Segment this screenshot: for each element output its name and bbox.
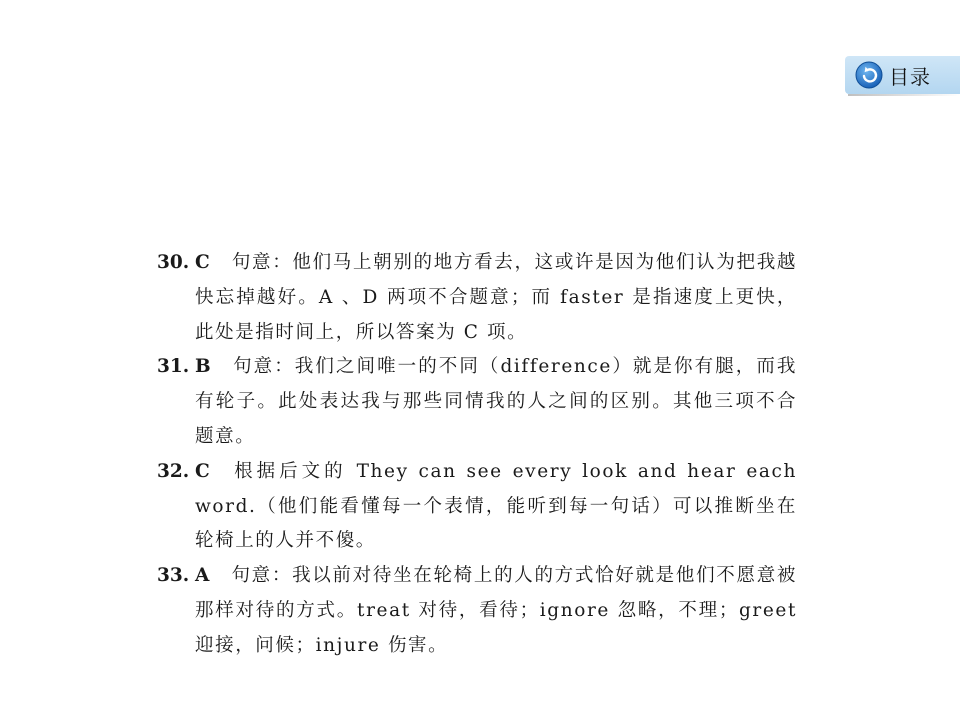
answer-body — [195, 350, 797, 454]
answer-list — [157, 246, 797, 664]
answer-number: 30. — [157, 252, 190, 273]
answer-key: C — [195, 252, 210, 273]
answer-explanation: 句意：我们之间唯一的不同（difference）就是你有腿，而我有轮子。此处表达我与那些同情我的人之间的区别。其他三项不合题意。 — [195, 356, 797, 447]
answer-item-31 — [157, 350, 797, 454]
answer-item-32 — [157, 455, 797, 559]
toc-button[interactable] — [845, 56, 960, 94]
answer-explanation: 句意：他们马上朝别的地方看去，这或许是因为他们认为把我越快忘掉越好。A 、D 两项不合题意；而 faster 是指速度上更快，此处是指时间上，所以答案为 C 项。 — [195, 252, 797, 343]
toc-shadow — [848, 94, 960, 96]
answer-body — [195, 559, 797, 663]
answer-number: 33. — [157, 565, 190, 587]
answer-key: B — [195, 356, 211, 378]
answer-item-33 — [157, 559, 797, 663]
answer-number: 31. — [157, 356, 190, 378]
answer-number: 32. — [157, 460, 190, 482]
answer-key: A — [195, 565, 210, 587]
answer-explanation: 根据后文的 They can see every look and hear each word.（他们能看懂每一个表情，能听到每一句话）可以推断坐在轮椅上的人并不傻。 — [195, 460, 797, 552]
answer-explanation: 句意：我以前对待坐在轮椅上的人的方式恰好就是他们不愿意被那样对待的方式。treat 对待，看待；ignore 忽略，不理；greet 迎接，问候；injure 伤害。 — [195, 565, 797, 656]
answer-body — [195, 455, 797, 559]
answer-key: C — [195, 460, 210, 482]
return-arrow-icon — [855, 61, 883, 89]
answer-body — [195, 246, 797, 350]
answer-item-30 — [157, 246, 797, 350]
toc-label: 目录 — [889, 64, 931, 89]
